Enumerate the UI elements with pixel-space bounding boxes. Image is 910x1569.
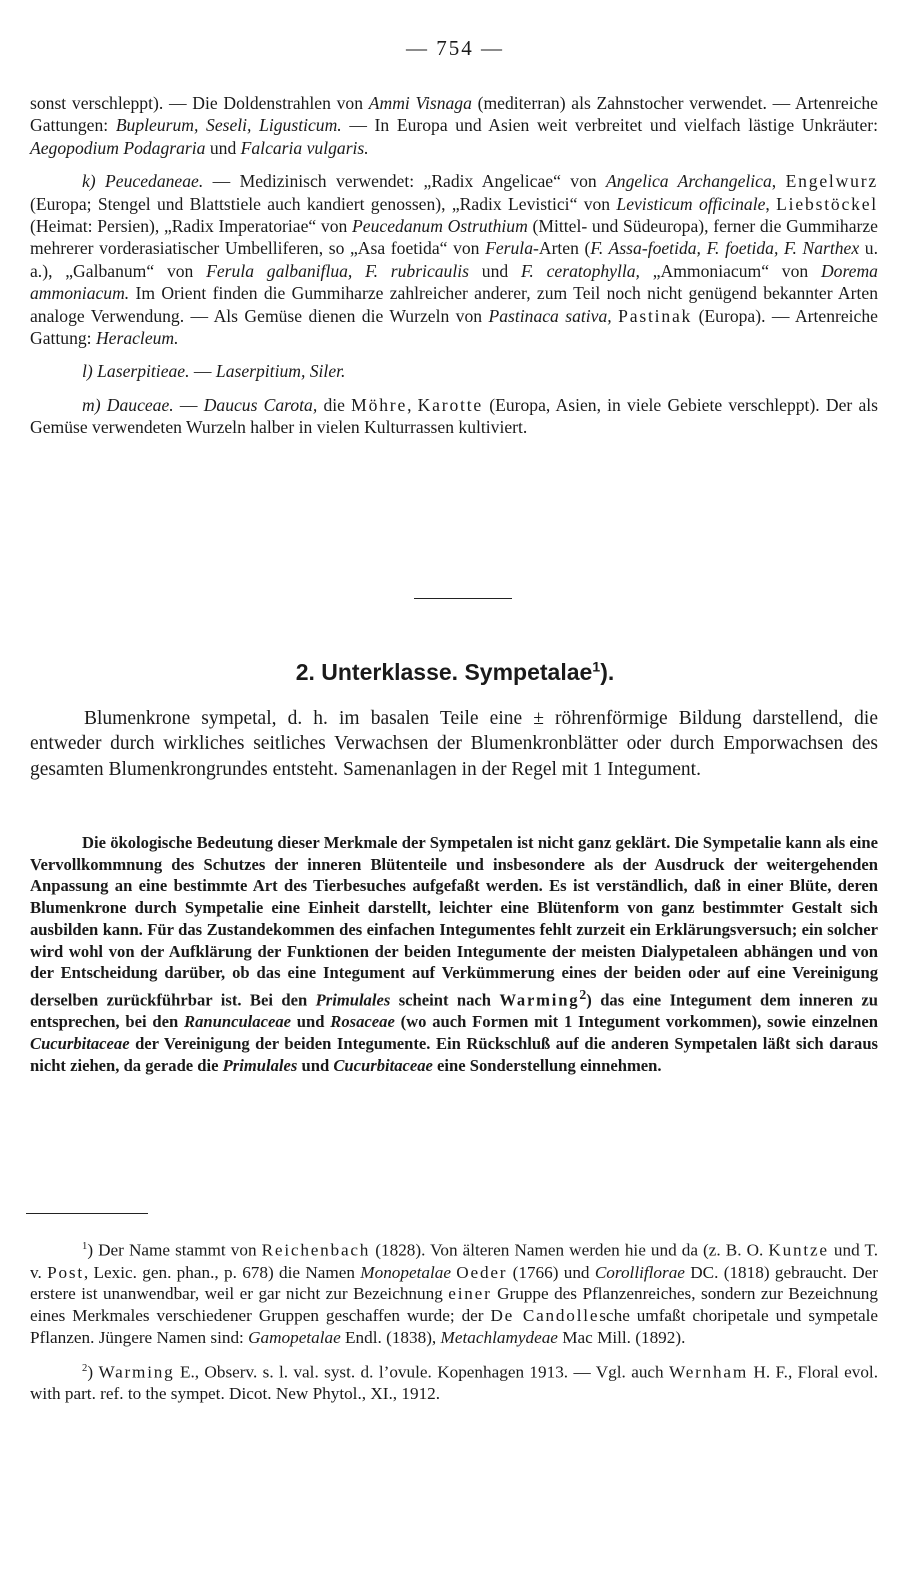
main-definition: [30, 706, 878, 782]
paragraph-laserpitieae: l) Laserpitieae. — Laserpitium, Siler.: [82, 361, 346, 382]
section-separator: [414, 598, 512, 599]
page-number: — 754 —: [406, 36, 504, 60]
footnote-1: $^1$) Der Name stammt von Reichenbach (1828). Von älteren Namen werden hie und da (z. B. O. Kuntze und T. v. Post, Lexic. gen. phan., p. 678) die Namen Monopetalae Oeder (1766) und Corolliflorae DC. (1818) gebraucht. Der erstere ist unanwendbar, weil er gar nicht zur Bezeichnung einer Gruppe des Pflanzenreiches, sondern zur Bezeichnung eines Merkmales verschiedener Gruppen geschaffen wurde; der De Candollesche umfaßt choripetale und sympetale Pflanzen. Jüngere Namen sind: Gamopetalae Endl. (1838), Metachlamydeae Mac Mill. (1892).: [30, 1240, 879, 1347]
definition-paragraph: Blumenkrone sympetal, d. h. im basalen Teile eine ± röhrenförmige Bildung darstellend, die entweder durch wirkliches seitliches Verwachsen der Blumenkronblätter oder durch Emporwachsen des gesamten Blumenkrongrundes entsteht. Samenanlagen in der Regel mit 1 Integument.: [30, 708, 878, 780]
paragraph-peucedaneae: k) Peucedaneae. — Medizinisch verwendet: „Radix Angelicae“ von Angelica Archangelica, Engelwurz (Europa; Stengel und Blattstiele auch kandiert genossen), „Radix Levistici“ von Levisticum officinale, Liebstöckel (Heimat: Persien), „Radix Imperatoriae“ von Peucedanum Ostruthium (Mittel- und Südeuropa), ferner die Gummiharze mehrerer vorderasiatischer Umbelliferen, so „Asa foetida“ von Ferula-Arten (F. Assa-foetida, F. foetida, F. Narthex u. a.), „Galbanum“ von Ferula galbaniflua, F. rubricaulis und F. ceratophylla, „Ammoniacum“ von Dorema ammoniacum. Im Orient finden die Gummiharze zahlreicher anderer, zum Teil noch nicht genügend bekannter Arten analoge Verwendung. — Als Gemüse dienen die Wurzeln von Pastinaca sativa, Pastinak (Europa). — Artenreiche Gattung: Heracleum.: [30, 171, 879, 349]
discussion-paragraph: Die ökologische Bedeutung dieser Merkmale der Sympetalen ist nicht ganz geklärt. Die Sympetalie kann als eine Vervollkommnung des Schutzes der inneren Blütenteile und insbesondere als der Ausdruck der weitergehenden Anpassung an eine bestimmte Art des Tierbesuches aufgefaßt werden. Es ist verständlich, daß in einer Blüte, deren Blumenkrone durch Sympetalie eine Einheit darstellt, leichter eine Blütenform von ganz bestimmter Gestalt sich ausbilden kann. Für das Zustandekommen des einfachen Integumentes fehlt zurzeit ein Erklärungsversuch; ein solcher wird wohl von der Aufklärung der Funktionen der beiden Integumente der meisten Dialypetaleen abhängen und von der Entscheidung darüber, ob das eine Integument auf Verkümmerung eines der beiden oder auf eine Vereinigung derselben zurückführbar ist. Bei den Primulales scheint nach Warming$^2$) das eine Integument dem inneren zu entsprechen, bei den Ranunculaceae und Rosaceae (wo auch Formen mit 1 Integument vorkommen), sowie einzelnen Cucurbitaceae der Vereinigung der beiden Integumente. Ein Rückschluß auf die anderen Sympetalen läßt sich daraus nicht ziehen, da gerade die Primulales und Cucurbitaceae eine Sonderstellung einnehmen.: [30, 833, 879, 1075]
footnote-rule: [26, 1213, 148, 1214]
section-heading: 2. Unterklasse. Sympetalae$^1$).: [295, 659, 615, 685]
umbelliferae-section: [30, 92, 878, 450]
footnotes: [30, 1236, 878, 1414]
ecology-discussion: [30, 832, 878, 1076]
footnote-2: $^2$) Warming E., Observ. s. l. val. syst. d. l’ovule. Kopenhagen 1913. — Vgl. auch Wernham H. F., Floral evol. with part. ref. to the sympet. Dicot. New Phytol., XI., 1912.: [30, 1362, 878, 1404]
paragraph-continuation: sonst verschleppt). — Die Doldenstrahlen von Ammi Visnaga (mediterran) als Zahnstocher verwendet. — Artenreiche Gattungen: Bupleurum, Seseli, Ligusticum. — In Europa und Asien weit verbreitet und vielfach lästige Unkräuter: Aegopodium Podagraria und Falcaria vulgaris.: [30, 93, 878, 158]
paragraph-dauceae: m) Dauceae. — Daucus Carota, die Möhre, Karotte (Europa, Asien, in viele Gebiete verschleppt). Der als Gemüse verwendeten Wurzeln halber in vielen Kulturrassen kultiviert.: [30, 394, 879, 438]
